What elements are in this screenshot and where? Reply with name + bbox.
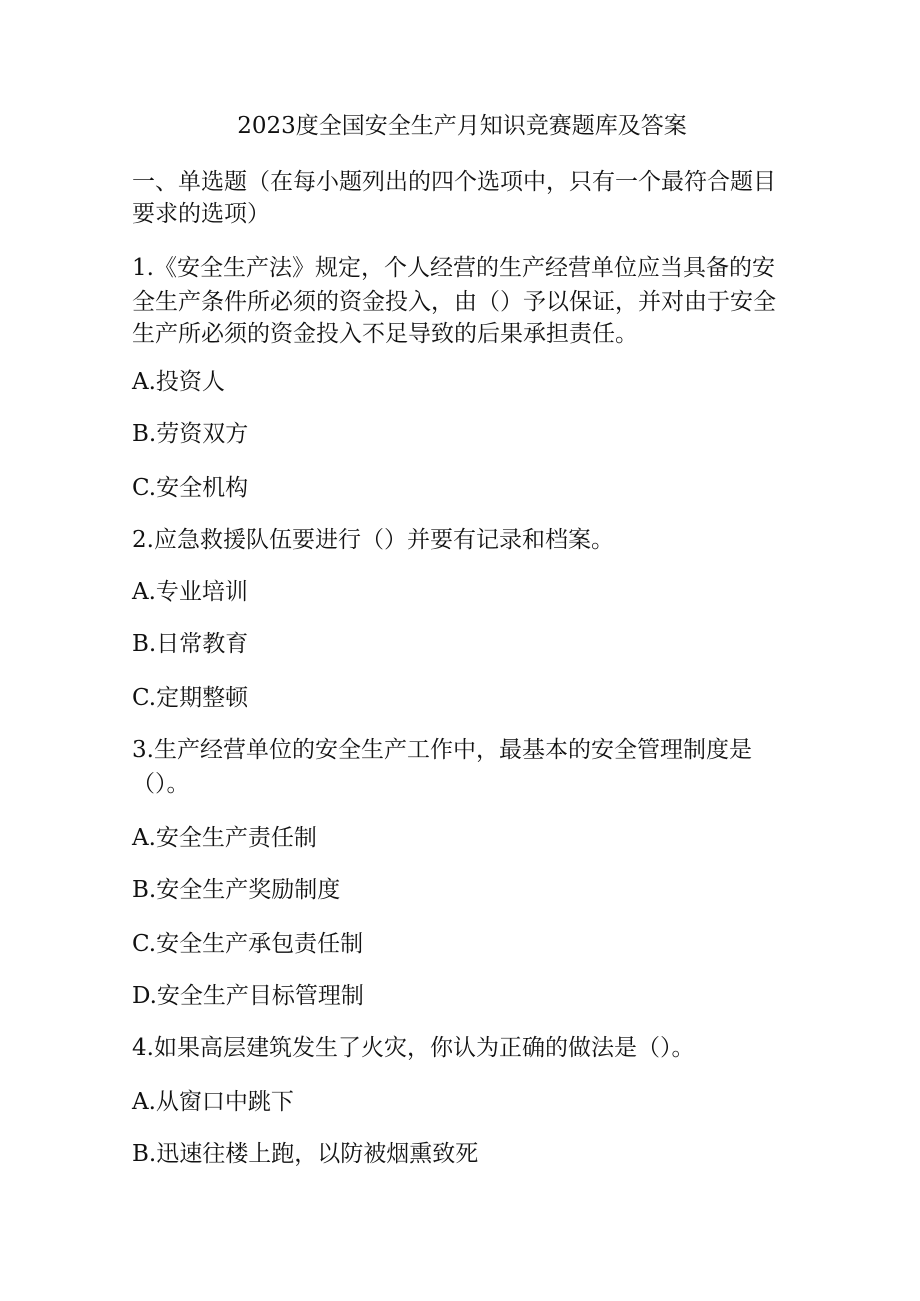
section-heading-line-1: 一、单选题（在每小题列出的四个选项中，只有一个最符合题目	[132, 169, 776, 195]
question-2-stem-line-1: 2.应急救援队伍要进行（）并要有记录和档案。	[132, 527, 614, 553]
question-3-option-c: C.安全生产承包责任制	[132, 931, 364, 957]
question-1-stem-line-2: 全生产条件所必须的资金投入，由（）予以保证，并对由于安全	[132, 289, 776, 315]
question-2-option-b: B.日常教育	[132, 631, 249, 657]
question-3-stem-line-1: 3.生产经营单位的安全生产工作中，最基本的安全管理制度是	[132, 737, 752, 763]
question-3-option-a: A.安全生产责任制	[132, 825, 317, 851]
question-2-option-a: A.专业培训	[132, 579, 248, 605]
question-3-option-b: B.安全生产奖励制度	[132, 877, 341, 903]
question-1-option-b: B.劳资双方	[132, 421, 249, 447]
question-1-stem-line-1: 1.《安全生产法》规定，个人经营的生产经营单位应当具备的安	[132, 255, 775, 281]
question-1-option-c: C.安全机构	[132, 475, 249, 501]
question-4-option-a: A.从窗口中跳下	[132, 1089, 294, 1115]
question-3-option-d: D.安全生产目标管理制	[132, 983, 364, 1009]
question-4-option-b: B.迅速往楼上跑，以防被烟熏致死	[132, 1141, 479, 1167]
question-1-option-a: A.投资人	[132, 369, 225, 395]
section-heading-line-2: 要求的选项）	[132, 201, 270, 227]
question-2-option-c: C.定期整顿	[132, 685, 249, 711]
question-4-stem-line-1: 4.如果高层建筑发生了火灾，你认为正确的做法是（）。	[132, 1035, 695, 1061]
question-1-stem-line-3: 生产所必须的资金投入不足导致的后果承担责任。	[132, 321, 638, 347]
question-3-stem-line-2: （）。	[132, 771, 190, 797]
document-title: 2023度全国安全生产月知识竞赛题库及答案	[237, 113, 687, 139]
